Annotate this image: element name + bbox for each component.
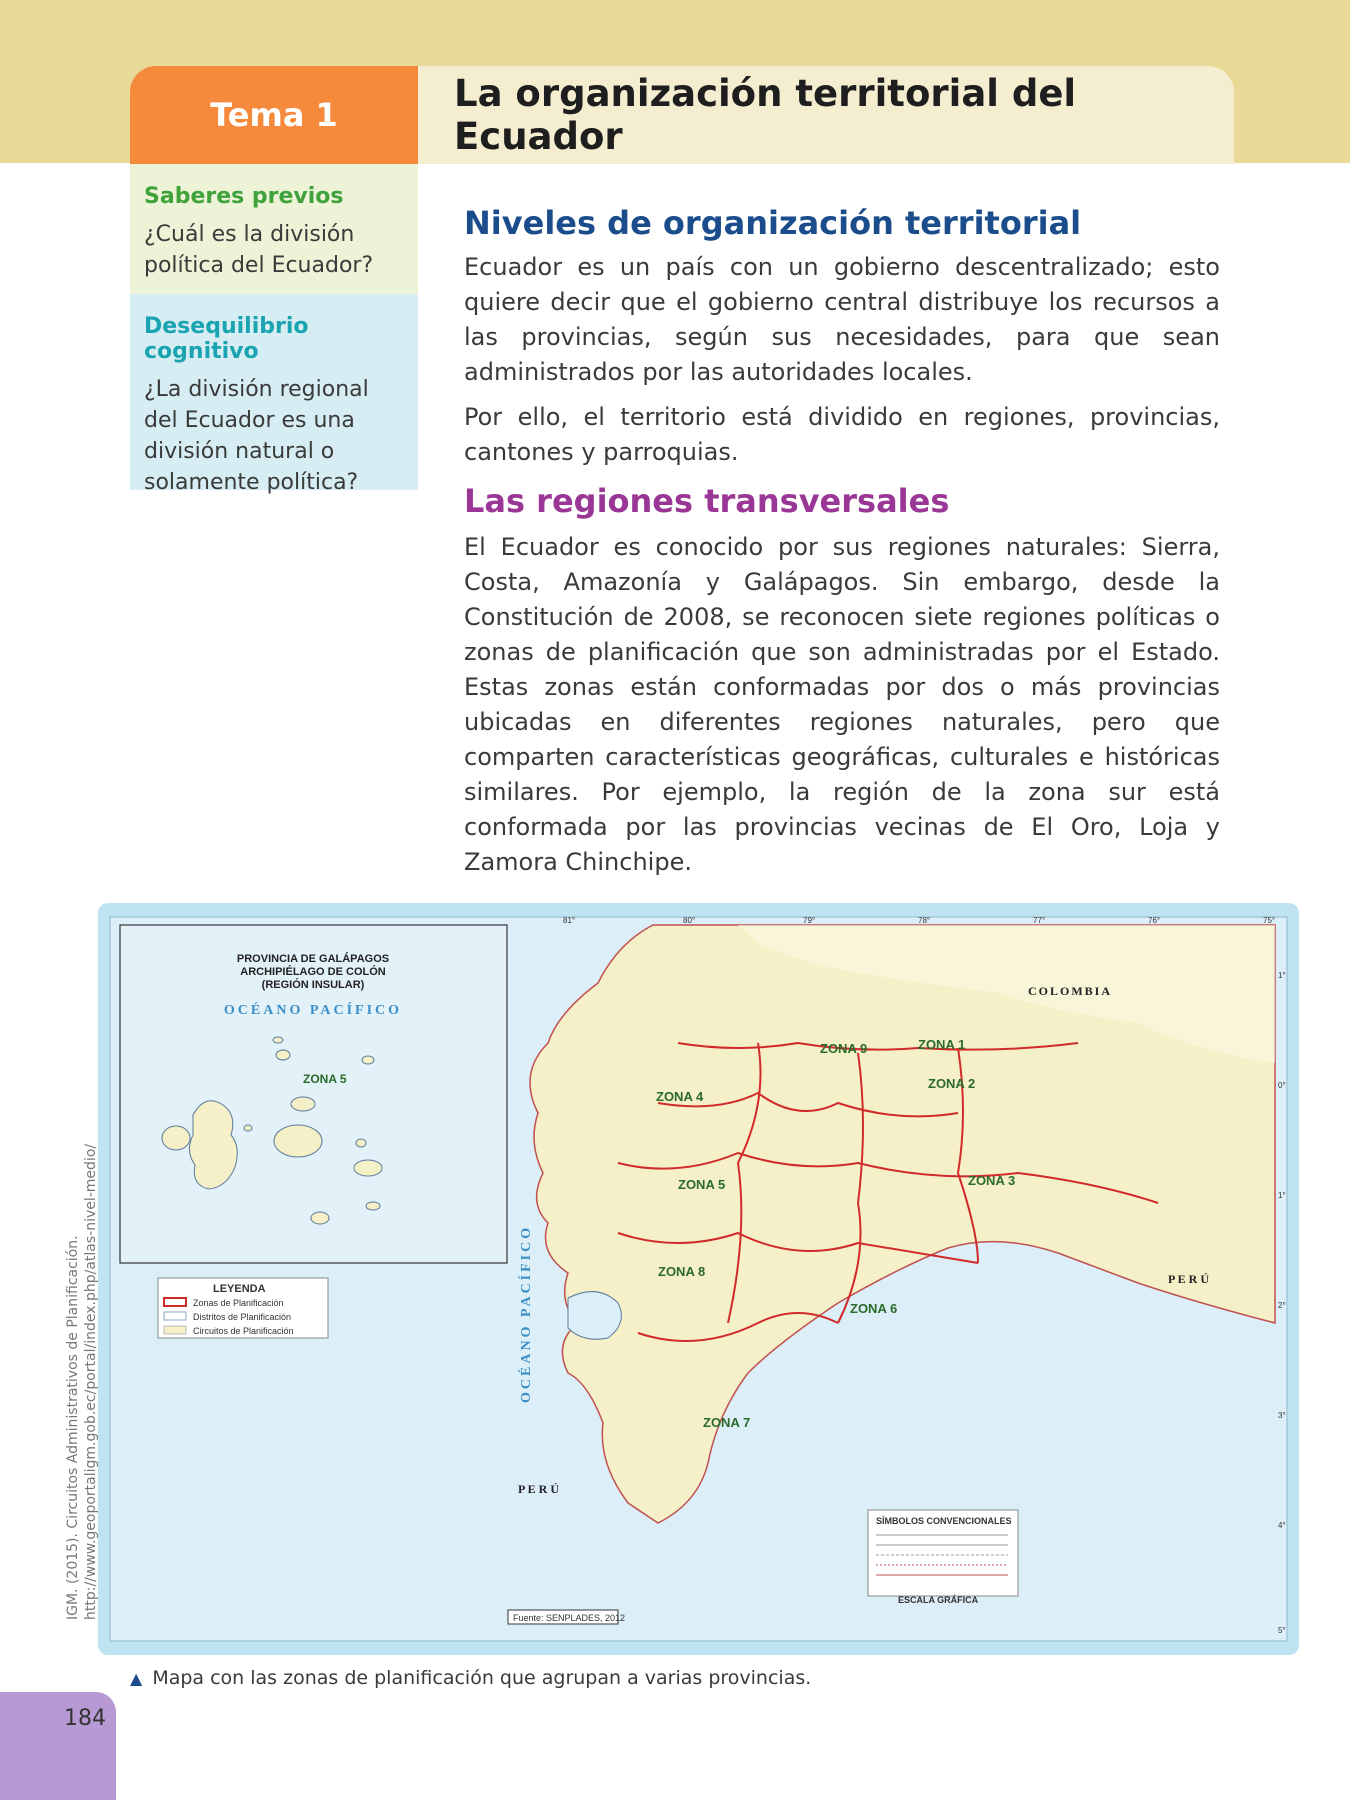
inset-title-3: (REGIÓN INSULAR): [261, 979, 365, 991]
inset-ocean-label: OCÉANO PACÍFICO: [223, 1003, 403, 1018]
isla-isabela: [189, 1101, 237, 1189]
desequilibrio-title: Desequilibrio cognitivo: [144, 314, 309, 364]
golfo-guayaquil: [568, 1292, 621, 1340]
section-heading-niveles: Niveles de organización territorial: [464, 204, 1082, 242]
lon-label: 78°: [918, 916, 931, 925]
escala-grafica: ESCALA GRÁFICA: [898, 1595, 979, 1605]
zona-4-label: ZONA 4: [656, 1089, 704, 1104]
inset-title-1: PROVINCIA DE GALÁPAGOS: [236, 953, 390, 965]
legend-title: LEYENDA: [213, 1283, 266, 1295]
page-number: 184: [64, 1706, 106, 1731]
lat-label: 1°: [1278, 1191, 1286, 1200]
zona-1-label: ZONA 1: [918, 1037, 966, 1052]
lon-label: 75°: [1263, 916, 1276, 925]
section-heading-regiones: Las regiones transversales: [464, 482, 950, 520]
isla-genovesa: [362, 1056, 374, 1064]
zona-9-label: ZONA 9: [820, 1041, 868, 1056]
isla-santa-cruz: [274, 1125, 322, 1157]
lat-label: 2°: [1278, 1301, 1286, 1310]
ecuador-zones-map: [98, 903, 1299, 1655]
legend-swatch-distritos: [164, 1312, 186, 1320]
isla-marchena: [276, 1050, 290, 1060]
peru-south-label: P E R Ú: [518, 1482, 560, 1496]
zona-5-label: ZONA 5: [678, 1177, 726, 1192]
lon-label: 76°: [1148, 916, 1161, 925]
isla-santa-maria: [311, 1212, 329, 1224]
lat-label: 5°: [1278, 1626, 1286, 1635]
isla-santiago: [291, 1097, 315, 1111]
peru-east-label: P E R Ú: [1168, 1272, 1210, 1286]
fuente-label: Fuente: SENPLADES, 2012: [513, 1613, 626, 1623]
chapter-header: [130, 66, 1234, 164]
lon-label: 79°: [803, 916, 816, 925]
caption-text: Mapa con las zonas de planificación que agrupan a varias provincias.: [152, 1667, 812, 1689]
isla-san-cristobal: [354, 1160, 382, 1176]
credit-line-1: IGM. (2015). Circuitos Administrativos de Planificación.: [65, 1235, 81, 1620]
lat-label: 3°: [1278, 1411, 1286, 1420]
legend-item-zonas: Zonas de Planificación: [193, 1298, 284, 1308]
isla-pinta: [273, 1037, 283, 1043]
lat-label: 1°: [1278, 971, 1286, 980]
paragraph-regiones: El Ecuador es conocido por sus regiones naturales: Sierra, Costa, Amazonía y Galápagos. Sin embargo, desde la Constitución de 2008, se reconocen siete regiones políticas o zonas de planificación que son administradas por el Estado. Estas zonas están conformadas por dos o más provincias ubicadas en diferentes regiones naturales, pero que comparten características geográficas, culturales e históricas similares. Por ejemplo, la región de la zona sur está conformada por las provincias vecinas de El Oro, Loja y Zamora Chinchipe.: [464, 533, 1220, 876]
saberes-title: Saberes previos: [144, 184, 344, 209]
tema-label: Tema 1: [130, 66, 418, 164]
colombia-label: COLOMBIA: [1028, 984, 1113, 998]
paragraph-division: Por ello, el territorio está dividido en regiones, provincias, cantones y parroquias.: [464, 403, 1220, 466]
desequilibrio-box: [130, 294, 418, 495]
symbols-title: SÍMBOLOS CONVENCIONALES: [876, 1516, 1012, 1526]
desequilibrio-text: ¿La división regional del Ecuador es una división natural o solamente política?: [144, 377, 369, 495]
map-svg: [98, 903, 1299, 1655]
page-title: La organización territorial del Ecuador: [418, 66, 1234, 164]
lon-label: 77°: [1033, 916, 1046, 925]
main-content: [464, 202, 1220, 890]
legend-swatch-circuitos: [164, 1326, 186, 1334]
legend-item-distritos: Distritos de Planificación: [193, 1312, 292, 1322]
isla-santa-fe: [356, 1139, 366, 1147]
zona-7-label: ZONA 7: [703, 1415, 751, 1430]
zona-3-label: ZONA 3: [968, 1173, 1016, 1188]
isla-fernandina: [162, 1126, 190, 1150]
zona-8-label: ZONA 8: [658, 1264, 706, 1279]
saberes-text: ¿Cuál es la división política del Ecuador?: [144, 222, 374, 278]
ocean-main-label: OCÉANO PACÍFICO: [519, 1224, 534, 1403]
map-credit: [64, 1143, 100, 1620]
lon-label: 80°: [683, 916, 696, 925]
isla-pinzon: [244, 1125, 252, 1131]
lat-label: 4°: [1278, 1521, 1286, 1530]
credit-line-2: http://www.geoportaligm.gob.ec/portal/index.php/atlas-nivel-medio/: [83, 1143, 99, 1620]
zona-5-inset-label: ZONA 5: [303, 1072, 347, 1086]
legend-item-circuitos: Circuitos de Planificación: [193, 1326, 294, 1336]
inset-title-2: ARCHIPIÉLAGO DE COLÓN: [240, 966, 386, 978]
triangle-icon: ▲: [130, 1669, 143, 1688]
isla-espanola: [366, 1202, 380, 1210]
map-caption: [130, 1667, 811, 1689]
paragraph-descentralizado: Ecuador es un país con un gobierno descentralizado; esto quiere decir que el gobierno central distribuye los recursos a las provincias, según sus necesidades, para que sean administrados por las autoridades locales.: [464, 253, 1220, 386]
lat-label: 0°: [1278, 1081, 1286, 1090]
zona-2-label: ZONA 2: [928, 1076, 976, 1091]
saberes-previos-box: [130, 164, 418, 294]
zona-6-label: ZONA 6: [850, 1301, 898, 1316]
lon-label: 81°: [563, 916, 576, 925]
